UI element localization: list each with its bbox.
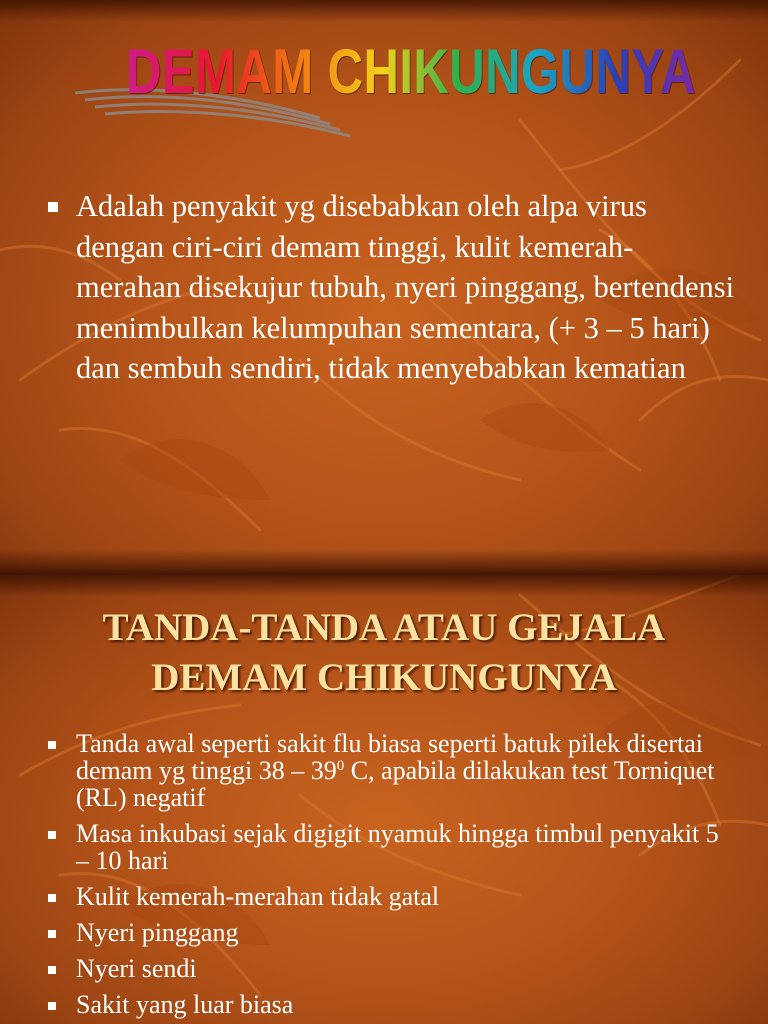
bullet-text-post: C, apabila dilakukan test Torniquet (RL) negatif [76, 756, 715, 812]
list-item [48, 991, 738, 1018]
bullet-text: Masa inkubasi sejak digigit nyamuk hingga timbul penyakit 5 – 10 hari [76, 819, 719, 875]
bullet-text: Adalah penyakit yg disebabkan oleh alpa virus dengan ciri-ciri demam tinggi, kulit kemerah-merahan disekujur tubuh, nyeri pinggang, bertendensi menimbulkan kelumpuhan sementara, (+ 3 – 5 hari) dan sembuh sendiri, tidak menyebabkan kematian [76, 189, 735, 385]
square-bullet-icon [48, 741, 56, 749]
list-item [48, 955, 738, 982]
list-item [48, 883, 738, 910]
slide-2-title-line-1: TANDA-TANDA ATAU GEJALA [102, 606, 666, 649]
list-item [48, 730, 738, 811]
bullet-text: Nyeri pinggang [76, 918, 239, 947]
slide-2-bullet-list [48, 730, 738, 1024]
list-item [48, 820, 738, 874]
slide-2-title-line-2: DEMAM CHIKUNGUNYA [151, 656, 617, 699]
square-bullet-icon [48, 894, 56, 902]
superscript-degree: 0 [336, 758, 345, 774]
bullet-text: Nyeri sendi [76, 954, 197, 983]
slide-1-title: DEMAM CHIKUNGUNYA [126, 37, 696, 107]
slide-2 [0, 575, 768, 1024]
list-item [48, 186, 738, 389]
bullet-text: Sakit yang luar biasa [76, 990, 294, 1019]
bullet-text: Kulit kemerah-merahan tidak gatal [76, 882, 440, 911]
slide-1-bullet-list [48, 186, 738, 389]
list-item [48, 919, 738, 946]
square-bullet-icon [48, 930, 56, 938]
square-bullet-icon [48, 831, 56, 839]
square-bullet-icon [48, 966, 56, 974]
slide-2-title [0, 603, 768, 703]
slide-1-title-wordart [70, 37, 696, 138]
square-bullet-icon [48, 1002, 56, 1010]
square-bullet-icon [48, 202, 58, 212]
bullet-text-pre: Tanda awal seperti sakit flu biasa seperti batuk pilek disertai demam yg tinggi 38 – 39 [76, 729, 704, 785]
